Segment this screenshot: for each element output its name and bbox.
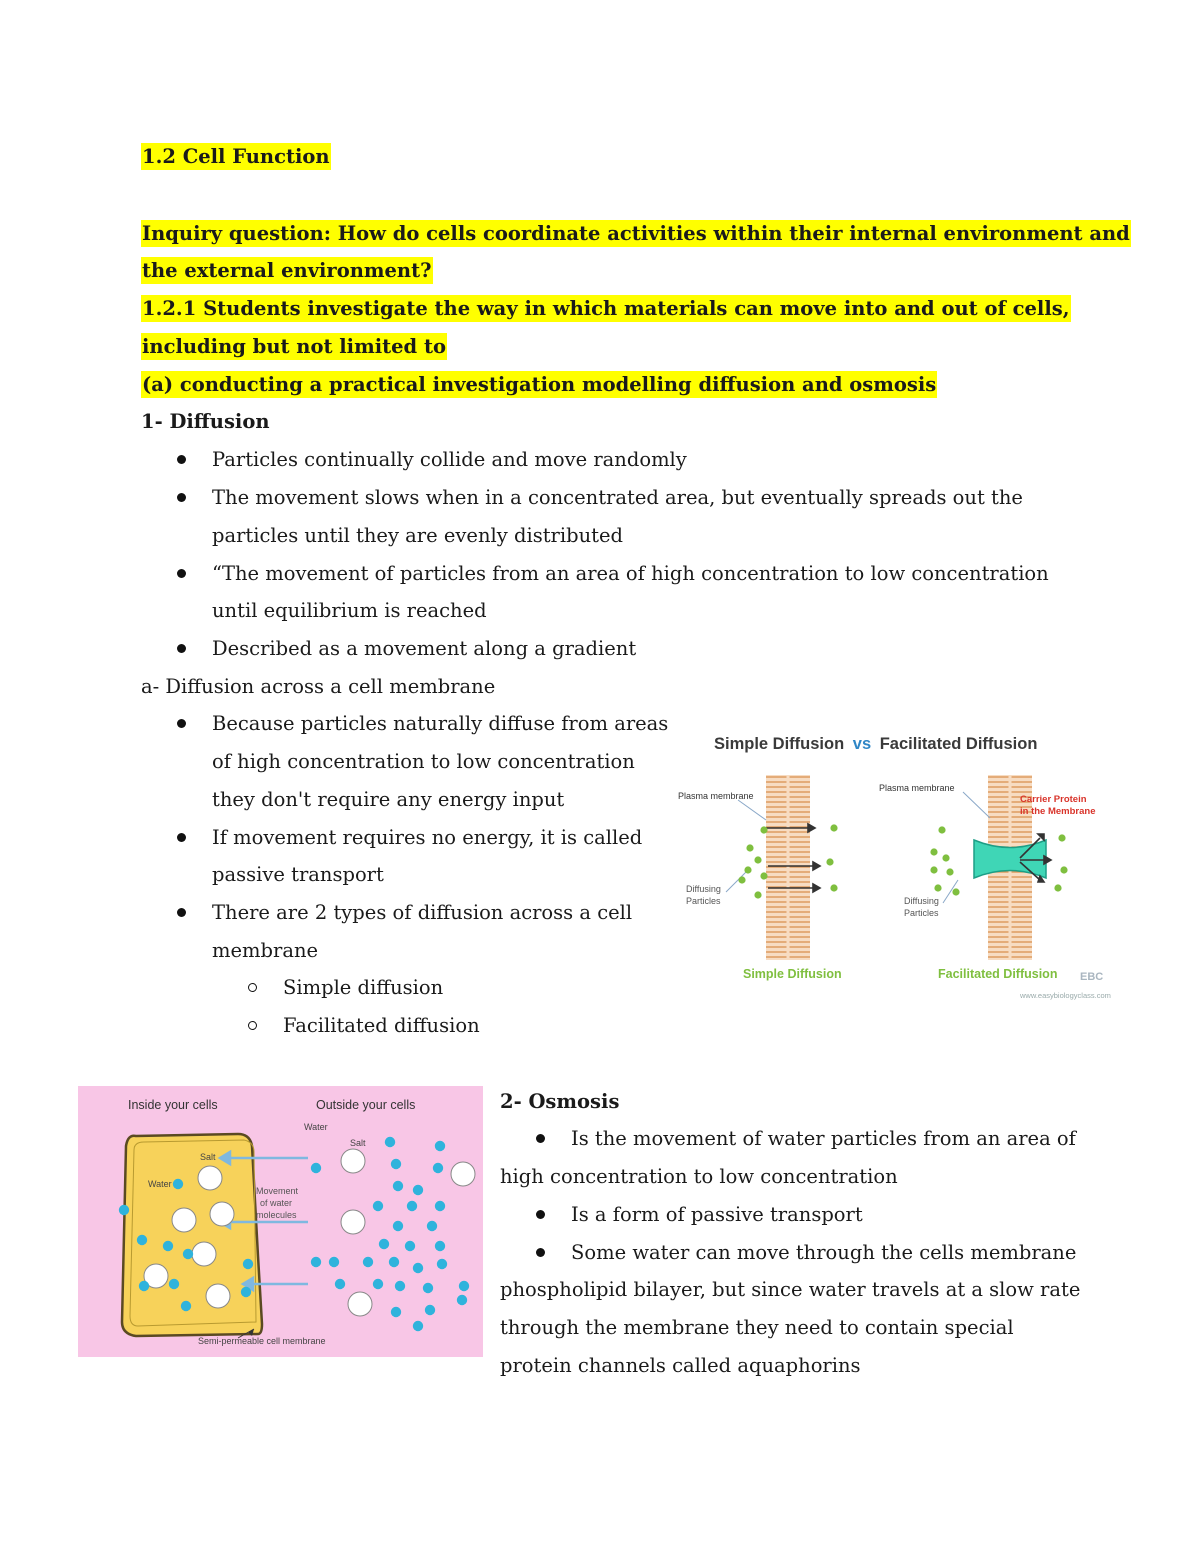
sub-bullet-icon: [248, 983, 257, 992]
inside-label: Inside your cells: [128, 1098, 218, 1112]
salt-particle: [210, 1202, 234, 1226]
water-particle: [183, 1249, 193, 1259]
water-particle: [311, 1257, 321, 1267]
osmosis-bullet-2: Is a form of passive transport: [571, 1203, 863, 1226]
movement-label-1: Movement: [256, 1186, 299, 1196]
particle-dot: [952, 888, 959, 895]
osmosis-heading: 2- Osmosis: [500, 1090, 620, 1113]
particle-dot: [1060, 866, 1067, 873]
water-particle: [311, 1163, 321, 1173]
salt-top-label: Salt: [350, 1138, 366, 1148]
water-particle: [425, 1305, 435, 1315]
particle-dot: [930, 848, 937, 855]
bullet-icon: [536, 1248, 545, 1257]
sub-simple-diffusion: Simple diffusion: [283, 976, 444, 999]
particle-dot: [934, 884, 941, 891]
water-particle: [241, 1287, 251, 1297]
water-particle: [393, 1181, 403, 1191]
membrane-line-2: of high concentration to low concentration: [212, 750, 635, 773]
carrier-label-1: Carrier Protein: [1020, 794, 1087, 805]
caption-facilitated: Facilitated Diffusion: [938, 967, 1058, 981]
water-particle: [243, 1259, 253, 1269]
water-particle: [163, 1241, 173, 1251]
osmosis-line-2: high concentration to low concentration: [500, 1165, 898, 1188]
diffusing-left-1: Diffusing: [686, 884, 721, 894]
particle-dot: [938, 826, 945, 833]
particle-dot: [738, 876, 745, 883]
outcome-line-1: 1.2.1 Students investigate the way in which materials can move into and out of cells,: [142, 297, 1070, 320]
outcome-line-2: including but not limited to: [142, 335, 446, 358]
water-particle: [407, 1201, 417, 1211]
water-particle: [119, 1205, 129, 1215]
membrane-line-5: passive transport: [212, 863, 384, 886]
osmosis-line-5: phospholipid bilayer, but since water travels at a slow rate: [500, 1278, 1081, 1301]
diffusing-right-2: Particles: [904, 908, 939, 918]
membrane-line-3: they don't require any energy input: [212, 788, 565, 811]
ebc-logo: EBC: [1080, 971, 1104, 983]
salt-particle: [341, 1149, 365, 1173]
outcome-line-3: (a) conducting a practical investigation modelling diffusion and osmosis: [142, 373, 937, 396]
bullet-icon: [536, 1210, 545, 1219]
diffusion-heading: 1- Diffusion: [141, 410, 270, 433]
particle-dot: [930, 866, 937, 873]
outside-label: Outside your cells: [316, 1098, 416, 1112]
salt-in-label: Salt: [200, 1152, 216, 1162]
diffusion-bullet-3-cont: until equilibrium is reached: [212, 599, 487, 622]
water-particle: [329, 1257, 339, 1267]
sub-bullet-icon: [248, 1021, 257, 1030]
water-particle: [389, 1257, 399, 1267]
particle-dot: [830, 824, 837, 831]
membrane-line-4: If movement requires no energy, it is called: [212, 826, 643, 849]
water-particle: [413, 1263, 423, 1273]
bullet-icon: [177, 493, 186, 502]
water-particle: [435, 1201, 445, 1211]
diffusion-bullet-2-cont: particles until they are evenly distributed: [212, 524, 623, 547]
water-particle: [395, 1281, 405, 1291]
water-particle: [413, 1185, 423, 1195]
particle-dot: [826, 858, 833, 865]
membrane-line-7: membrane: [212, 939, 319, 962]
water-particle: [393, 1221, 403, 1231]
water-particle: [391, 1307, 401, 1317]
water-particle: [363, 1257, 373, 1267]
inquiry-line-1: Inquiry question: How do cells coordinate activities within their internal environment and: [142, 222, 1130, 245]
water-particle: [433, 1163, 443, 1173]
particle-dot: [760, 826, 767, 833]
particle-dot: [1054, 884, 1061, 891]
osmosis-bullet-1: Is the movement of water particles from an area of: [571, 1127, 1076, 1150]
water-particle: [459, 1281, 469, 1291]
particle-dot: [946, 868, 953, 875]
water-particle: [373, 1201, 383, 1211]
particle-dot: [754, 891, 761, 898]
caption-simple: Simple Diffusion: [743, 967, 842, 981]
sub-facilitated-diffusion: Facilitated diffusion: [283, 1014, 480, 1037]
water-particle: [173, 1179, 183, 1189]
bullet-icon: [177, 455, 186, 464]
bullet-icon: [177, 644, 186, 653]
bullet-icon: [536, 1134, 545, 1143]
section-title: 1.2 Cell Function: [142, 145, 330, 168]
water-particle: [405, 1241, 415, 1251]
membrane-line-6: There are 2 types of diffusion across a cell: [212, 901, 633, 924]
particle-dot: [746, 844, 753, 851]
salt-particle: [341, 1210, 365, 1234]
salt-particle: [172, 1208, 196, 1232]
diffusion-bullet-3: “The movement of particles from an area of high concentration to low concentration: [212, 562, 1049, 585]
water-particle: [385, 1137, 395, 1147]
svg-text:Simple Diffusion vs Fa: Simple Diffusion vs Facilitated Diffusion: [714, 735, 1038, 753]
plasma-label-left: Plasma membrane: [678, 791, 754, 801]
osmosis-line-6: through the membrane they need to contain special: [500, 1316, 1014, 1339]
water-particle: [437, 1259, 447, 1269]
diffusion-bullet-1: Particles continually collide and move randomly: [212, 448, 687, 471]
water-particle: [181, 1301, 191, 1311]
salt-particle: [192, 1242, 216, 1266]
water-particle: [391, 1159, 401, 1169]
water-particle: [435, 1241, 445, 1251]
particle-dot: [942, 854, 949, 861]
salt-particle: [348, 1292, 372, 1316]
membrane-heading: a- Diffusion across a cell membrane: [141, 675, 496, 698]
carrier-label-2: in the Membrane: [1020, 806, 1096, 817]
bullet-icon: [177, 908, 186, 917]
diffusing-left-2: Particles: [686, 896, 721, 906]
osmosis-figure: [78, 1086, 483, 1357]
water-particle: [335, 1279, 345, 1289]
water-in-label: Water: [148, 1179, 172, 1189]
particle-dot: [760, 872, 767, 879]
movement-label-3: molecules: [256, 1210, 297, 1220]
diffusing-right-1: Diffusing: [904, 896, 939, 906]
movement-label-2: of water: [260, 1198, 293, 1208]
particle-dot: [830, 884, 837, 891]
diffusion-comparison-figure: [668, 720, 1120, 1010]
bullet-icon: [177, 569, 186, 578]
plasma-label-right: Plasma membrane: [879, 783, 955, 793]
membrane-line-1: Because particles naturally diffuse from areas: [212, 712, 669, 735]
water-particle: [457, 1295, 467, 1305]
osmosis-line-7: protein channels called aquaphorins: [500, 1354, 861, 1377]
diffusion-bullet-4: Described as a movement along a gradient: [212, 637, 637, 660]
particle-dot: [754, 856, 761, 863]
water-particle: [413, 1321, 423, 1331]
water-particle: [373, 1279, 383, 1289]
left-membrane: [766, 775, 810, 960]
bullet-icon: [177, 719, 186, 728]
salt-particle: [198, 1166, 222, 1190]
particle-dot: [744, 866, 751, 873]
water-particle: [427, 1221, 437, 1231]
salt-particle: [206, 1284, 230, 1308]
water-particle: [379, 1239, 389, 1249]
water-particle: [423, 1283, 433, 1293]
membrane-label: Semi-permeable cell membrane: [198, 1336, 326, 1346]
water-particle: [137, 1235, 147, 1245]
water-particle: [435, 1141, 445, 1151]
osmosis-bullet-3: Some water can move through the cells membrane: [571, 1241, 1077, 1264]
particle-dot: [1058, 834, 1065, 841]
water-top-label: Water: [304, 1122, 328, 1132]
diffusion-bullet-2: The movement slows when in a concentrated area, but eventually spreads out the: [212, 486, 1023, 509]
water-particle: [169, 1279, 179, 1289]
inquiry-line-2: the external environment?: [142, 259, 432, 282]
salt-particle: [451, 1162, 475, 1186]
watermark: www.easybiologyclass.com: [1020, 991, 1111, 1000]
water-particle: [139, 1281, 149, 1291]
bullet-icon: [177, 833, 186, 842]
